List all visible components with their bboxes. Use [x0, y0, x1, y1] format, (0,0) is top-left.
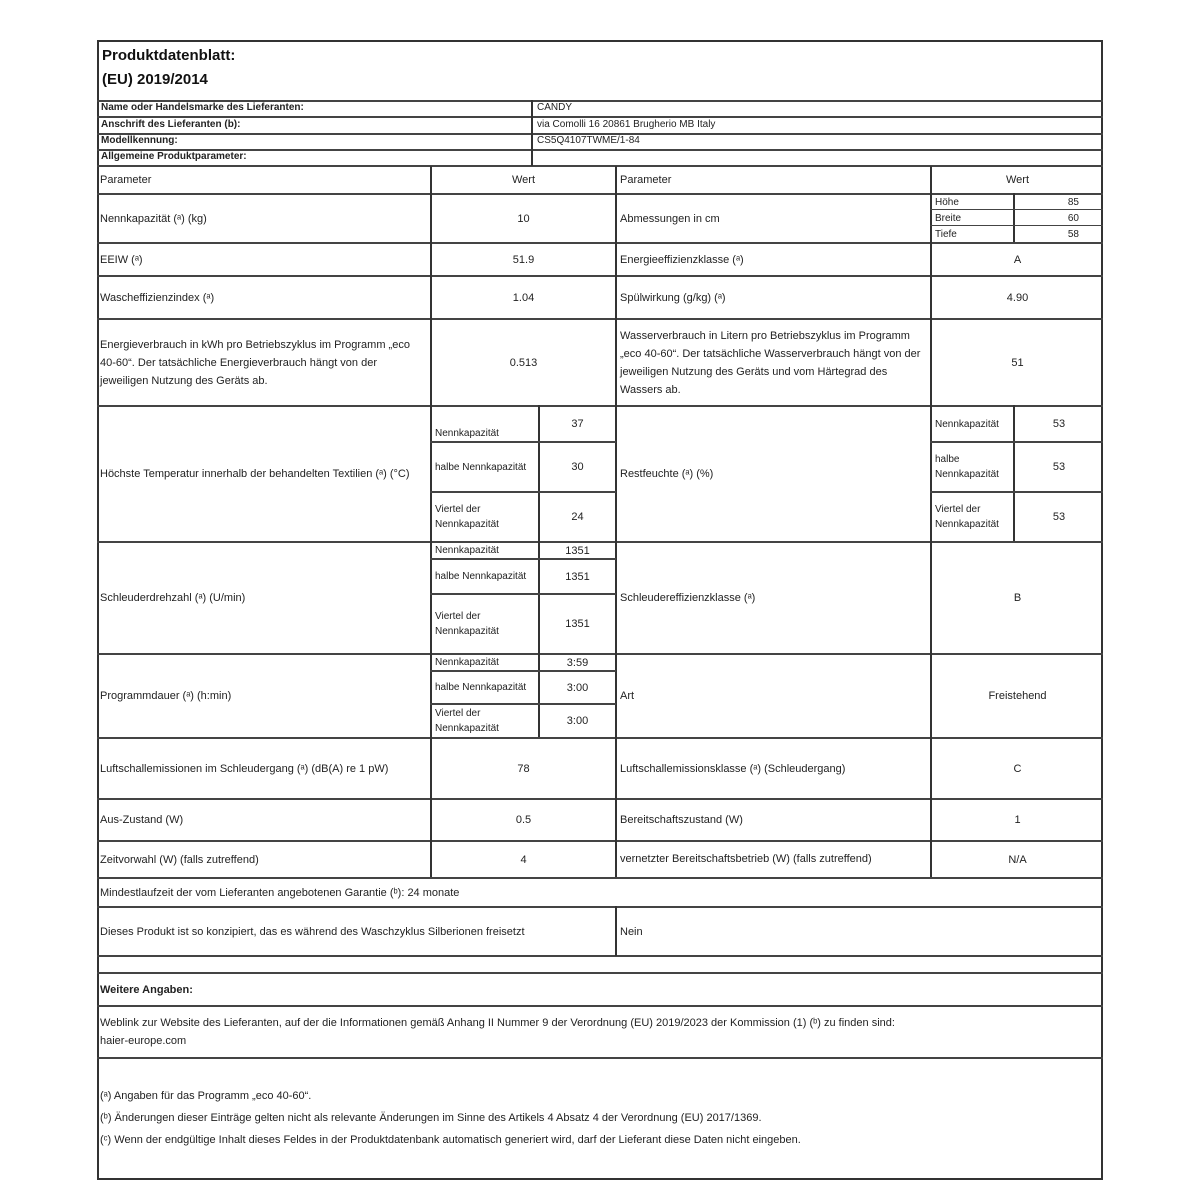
duration-full-label: Nennkapazität [435, 657, 499, 668]
wash-index-value: 1.04 [512, 291, 535, 304]
off-mode-label: Aus-Zustand (W) [100, 814, 184, 826]
energy-class-value: A [1013, 253, 1022, 266]
dimension-height-label: Höhe [935, 196, 959, 208]
moisture-quarter-label: Viertel der Nennkapazität [935, 504, 999, 530]
water-consumption-label: Wasserverbrauch in Litern pro Betriebszyklus im Programm „eco 40-60“. Der tatsächliche Wasserverbrauch hängt von der jeweiligen Nutzung des Geräts und vom Härtegrad des Wassers ab. [620, 329, 921, 396]
max-temp-quarter-value: 24 [571, 511, 584, 523]
spin-class-value: B [1013, 592, 1022, 604]
spin-full-value: 1351 [565, 544, 590, 557]
type-value: Freistehend [988, 690, 1047, 702]
header-value-left: Wert [511, 173, 536, 186]
moisture-half-value: 53 [1052, 461, 1066, 473]
spin-full-label: Nennkapazität [435, 545, 499, 556]
dimension-width-label: Breite [935, 212, 962, 224]
duration-quarter-value: 3:00 [566, 715, 589, 727]
duration-half-label: halbe Nennkapazität [435, 682, 527, 693]
max-temp-full-label: Nennkapazität [435, 428, 499, 439]
dimension-depth-label: Tiefe [935, 228, 957, 240]
warranty-text: Mindestlaufzeit der vom Lieferanten angebotenen Garantie (ᵇ): 24 monate [100, 886, 460, 899]
residual-moisture-label: Restfeuchte (ᵃ) (%) [620, 468, 714, 480]
standby-value: 1 [1014, 814, 1021, 826]
capacity-label: Nennkapazität (ᵃ) (kg) [100, 212, 207, 225]
rinse-value: 4.90 [1006, 291, 1029, 304]
noise-label: Luftschallemissionen im Schleudergang (ᵃ) (dB(A) re 1 pW) [100, 762, 389, 775]
silver-ions-value: Nein [620, 925, 643, 938]
header-parameter-right: Parameter [620, 173, 672, 186]
footnote-c: (ᶜ) Wenn der endgültige Inhalt dieses Feldes in der Produktdatenbank automatisch generiert wird, darf der Lieferant diese Daten nicht eingeben. [100, 1134, 801, 1146]
supplier-address-value: via Comolli 16 20861 Brugherio MB Italy [537, 119, 716, 130]
dimension-depth-value: 58 [1067, 228, 1079, 240]
further-info-heading: Weitere Angaben: [100, 983, 193, 996]
model-value: CS5Q4107TWME/1-84 [537, 135, 640, 146]
footnotes [100, 1085, 1100, 1151]
energy-consumption-value: 0.513 [509, 356, 538, 369]
spin-quarter-label: Viertel der Nennkapazität [435, 611, 499, 637]
moisture-quarter-value: 53 [1052, 511, 1066, 523]
header-value-right: Wert [1005, 173, 1030, 186]
general-params-label: Allgemeine Produktparameter: [101, 151, 247, 162]
max-temp-half-label: halbe Nennkapazität [435, 461, 527, 473]
title-line-2: (EU) 2019/2014 [102, 71, 208, 88]
wash-index-label: Wascheffizienzindex (ᵃ) [100, 291, 215, 304]
duration-label: Programmdauer (ᵃ) (h:min) [100, 690, 232, 702]
supplier-address-label: Anschrift des Lieferanten (b): [101, 119, 241, 130]
delay-start-label: Zeitvorwahl (W) (falls zutreffend) [100, 853, 259, 866]
energy-consumption-label: Energieverbrauch in kWh pro Betriebszyklus im Programm „eco 40-60“. Der tatsächliche Energieverbrauch hängt von der jeweiligen Nutzung des Geräts ab. [100, 338, 410, 387]
spin-class-label: Schleudereffizienzklasse (ᵃ) [620, 592, 756, 604]
noise-class-label: Luftschallemissionsklasse (ᵃ) (Schleudergang) [620, 762, 846, 775]
title-line-1: Produktdatenblatt: [102, 47, 236, 64]
capacity-value: 10 [517, 212, 530, 225]
noise-class-value: C [1013, 762, 1022, 775]
water-consumption-value: 51 [1011, 356, 1024, 369]
networked-standby-value: N/A [1008, 853, 1027, 866]
rinse-label: Spülwirkung (g/kg) (ᵃ) [620, 291, 726, 304]
max-temp-label: Höchste Temperatur innerhalb der behandelten Textilien (ᵃ) (°C) [100, 468, 410, 480]
moisture-full-value: 53 [1052, 418, 1066, 430]
spin-half-label: halbe Nennkapazität [435, 571, 527, 582]
moisture-full-label: Nennkapazität [935, 418, 999, 430]
footnote-a: (ᵃ) Angaben für das Programm „eco 40-60“. [100, 1090, 312, 1102]
dimension-width-value: 60 [1067, 212, 1079, 224]
weblink-text: Weblink zur Website des Lieferanten, auf der die Informationen gemäß Anhang II Nummer 9 der Verordnung (EU) 2019/2023 der Kommission (1) (ᵇ) zu finden sind: [100, 1017, 895, 1029]
footnote-b: (ᵇ) Änderungen dieser Einträge gelten nicht als relevante Änderungen im Sinne des Artikels 4 Absatz 4 der Verordnung (EU) 2017/1369. [100, 1112, 762, 1124]
max-temp-quarter-label: Viertel der Nennkapazität [435, 504, 499, 530]
energy-class-label: Energieeffizienzklasse (ᵃ) [620, 253, 744, 266]
type-label: Art [620, 690, 635, 702]
duration-quarter-label: Viertel der Nennkapazität [435, 708, 499, 734]
supplier-name-label: Name oder Handelsmarke des Lieferanten: [101, 102, 304, 113]
model-label: Modellkennung: [101, 135, 178, 146]
eeiw-label: EEIW (ᵃ) [100, 253, 143, 266]
weblink-block [97, 1007, 1103, 1057]
header-parameter-left: Parameter [100, 173, 152, 186]
duration-half-value: 3:00 [566, 681, 589, 694]
spin-half-value: 1351 [565, 570, 590, 583]
supplier-name-value: CANDY [537, 102, 573, 113]
networked-standby-label: vernetzter Bereitschaftsbetrieb (W) (falls zutreffend) [620, 853, 872, 865]
silver-ions-label: Dieses Produkt ist so konzipiert, das es während des Waschzyklus Silberionen freisetzt [100, 925, 525, 938]
spin-quarter-value: 1351 [565, 618, 590, 630]
max-temp-full-value: 37 [571, 418, 584, 430]
moisture-half-label: halbe Nennkapazität [935, 454, 999, 480]
dimension-height-value: 85 [1067, 196, 1079, 208]
dimensions-label: Abmessungen in cm [620, 212, 720, 225]
page-title [102, 44, 235, 92]
off-mode-value: 0.5 [515, 814, 532, 826]
max-temp-half-value: 30 [571, 461, 584, 473]
spin-speed-label: Schleuderdrehzahl (ᵃ) (U/min) [100, 592, 246, 604]
duration-full-value: 3:59 [566, 656, 589, 669]
standby-label: Bereitschaftszustand (W) [620, 814, 743, 826]
noise-value: 78 [517, 762, 530, 775]
eeiw-value: 51.9 [512, 253, 535, 266]
delay-start-value: 4 [520, 853, 527, 866]
weblink-url[interactable]: haier-europe.com [100, 1035, 187, 1047]
